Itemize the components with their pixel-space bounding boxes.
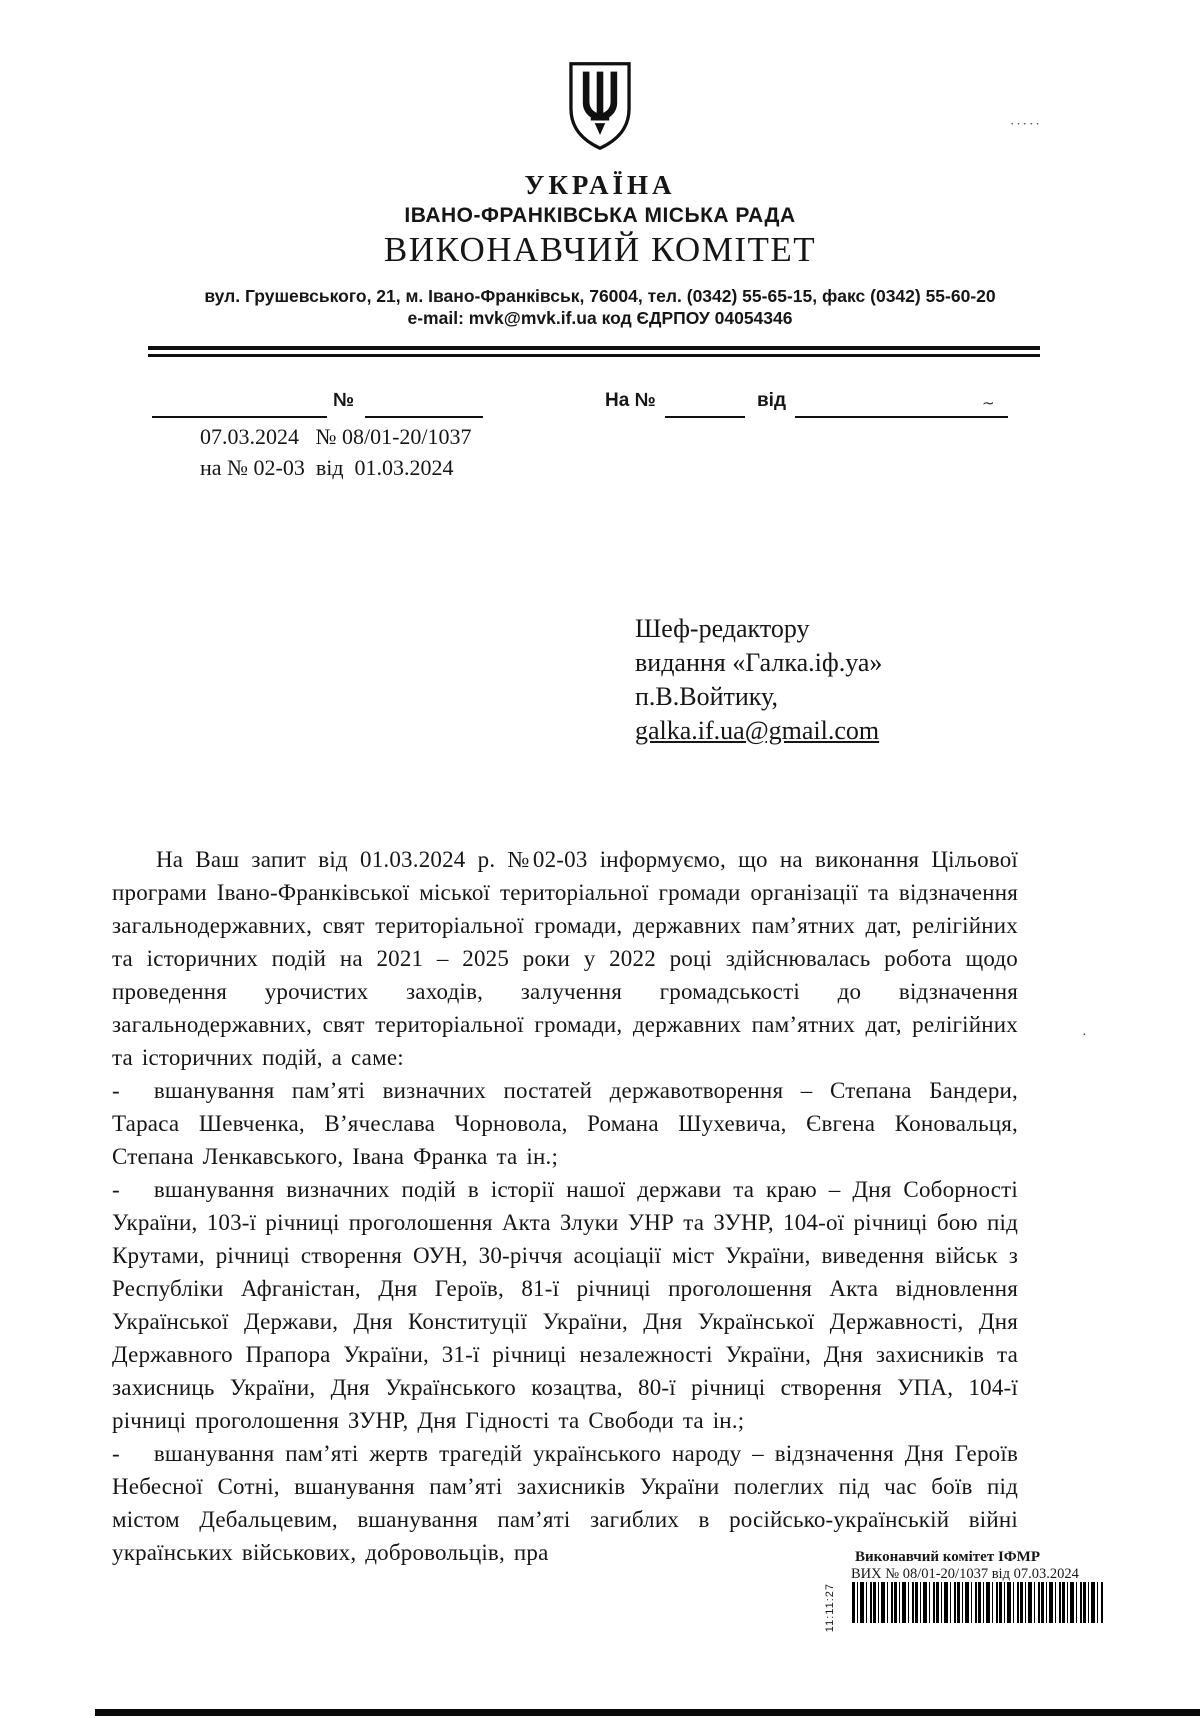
outgoing-reference: 07.03.2024 № 08/01-20/1037: [200, 424, 472, 449]
recipient-title: Шеф-редактору: [635, 614, 810, 643]
stamp-time-vertical: 11:11:27: [824, 1583, 836, 1633]
ref-na-no-label: На №: [605, 390, 656, 411]
committee-title: ВИКОНАВЧИЙ КОМІТЕТ: [383, 230, 817, 269]
bullet-marker: -: [112, 1078, 120, 1103]
address-line-1: вул. Грушевського, 21, м. Івано-Франківськ, 76004, тел. (0342) 55-65-15, факс (0342) 55-60-20: [204, 286, 996, 306]
stamp-reference: ВИХ № 08/01-20/1037 від 07.03.2024: [851, 1566, 1079, 1582]
council-title: ІВАНО-ФРАНКІВСЬКА МІСЬКА РАДА: [404, 204, 796, 227]
ref-vid-label: від: [757, 390, 787, 411]
bullet-text: вшанування пам’яті визначних постатей державотворення – Степана Бандери, Тараса Шевченка, В’ячеслава Чорновола, Романа Шухевича, Євгена Коновальця, Степана Ленкавського, Івана Франка та ін.;: [112, 1078, 1018, 1169]
address-line-2: e-mail: mvk@mvk.if.ua код ЄДРПОУ 04054346: [407, 308, 793, 328]
ref-blank-line-4: [795, 392, 1008, 418]
scan-artifact-dot: ·: [1082, 1028, 1087, 1043]
country-title: УКРАЇНА: [524, 170, 676, 200]
ref-blank-line-1: [152, 392, 327, 418]
ref-no-label: №: [333, 390, 355, 411]
ref-blank-line-2: [365, 392, 483, 418]
body-paragraph: На Ваш запит від 01.03.2024 р. №02-03 інформуємо, що на виконання Цільової програми Івано-Франківської міської територіальної громади організації та відзначення загальнодержавних, свят територіальної громади, державних пам’ятних дат, релігійних та історичних подій на 2021 – 2025 роки у 2022 році здійснювалась робота щодо проведення урочистих заходів, залучення громадськості до відзначення загальнодержавних, свят територіальної громади, державних пам’ятних дат, релігійних та історичних подій, а саме:: [112, 847, 1018, 1070]
bullet-text: вшанування визначних подій в історії нашої держави та краю – Дня Соборності України, 103-ї річниці проголошення Акта Злуки УНР та ЗУНР, 104-ої річниці бою під Крутами, річниці створення ОУН, 30-річчя асоціації міст України, виведення військ з Республіки Афганістан, Дня Героїв, 81-ї річниці проголошення Акта відновлення Української Держави, Дня Конституції України, Дня Української Державності, Дня Державного Прапора України, 31-ї річниці незалежності України, Дня захисників та захисниць України, Дня Українського козацтва, 80-ї річниці створення УПА, 104-ї річниці проголошення ЗУНР, Дня Гідності та Свободи та ін.;: [112, 1177, 1018, 1433]
bullet-marker: -: [112, 1177, 120, 1202]
recipient-person: п.В.Войтику,: [635, 682, 778, 711]
scan-artifact-dots: ·····: [1010, 116, 1042, 131]
bullet-marker: -: [112, 1441, 120, 1466]
tryzub-icon: [567, 58, 633, 154]
bullet-item: [112, 1074, 1018, 1173]
scan-artifact-squiggle: ∼: [982, 396, 995, 412]
recipient-email: galka.if.ua@gmail.com: [635, 716, 880, 745]
bullet-item: [112, 1173, 1018, 1437]
ref-blank-line-3: [665, 392, 745, 418]
bullet-text: вшанування пам’яті жертв трагедій українського народу – відзначення Дня Героїв Небесної Сотні, вшанування пам’яті захисників України полеглих під час боїв під містом Дебальцевим, вшанування пам’яті загиблих в російсько-українській війні українських військових, добровольців, пра: [112, 1441, 1018, 1565]
recipient-block: [635, 612, 882, 748]
letter-body: [112, 843, 1018, 1569]
barcode: [852, 1582, 1104, 1623]
incoming-reference: на № 02-03 від 01.03.2024: [200, 455, 454, 480]
header-divider-rule: [148, 346, 1040, 357]
stamp-organization: Виконавчий комітет ІФМР: [855, 1549, 1040, 1565]
recipient-publication: видання «Галка.іф.уа»: [635, 648, 883, 677]
scan-edge-bar: [95, 1709, 1200, 1716]
